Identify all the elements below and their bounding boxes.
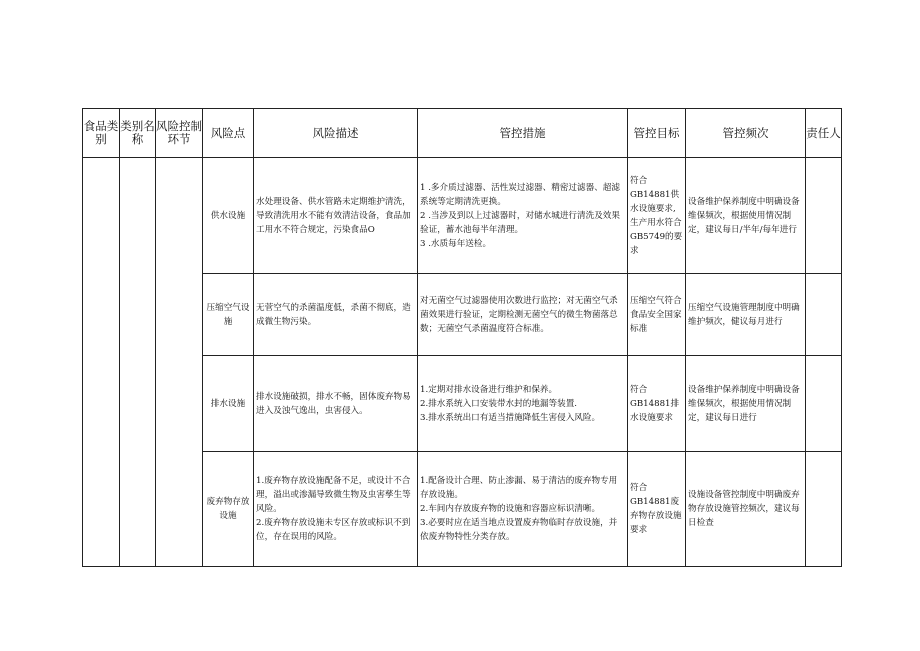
measure-line: 2.排水系统入口安装带水封的地漏等装置. xyxy=(420,398,578,409)
control-target-cell: 符合GB14881供水设施要求,生产用水符合GB5749的要求 xyxy=(628,158,686,274)
description-line: 排水设施破损，排水不畅，固体废弃物易进入及浊气逸出，虫害侵入。 xyxy=(256,391,411,416)
header-risk-description: 风险描述 xyxy=(254,109,418,158)
control-measures-cell xyxy=(418,356,628,452)
control-frequency-cell: 设备维护保养制度中明确设备维保频次，根据使用情况制定，建议每日进行 xyxy=(686,356,806,452)
measure-line: 1.配备设计合理、防止渗漏、易于清洁的废弃物专用存放设施。 xyxy=(420,476,618,500)
responsible-cell xyxy=(806,274,842,356)
risk-description-cell xyxy=(254,274,418,356)
control-target-cell: 符合GB14881排水设施要求 xyxy=(628,356,686,452)
header-row xyxy=(83,109,842,158)
risk-point-cell: 供水设施 xyxy=(203,158,254,274)
header-responsible-person: 责任人 xyxy=(806,109,842,158)
measure-line: 对无菌空气过滤器使用次数进行监控；对无菌空气杀菌效果进行验证，定期检测无菌空气的微生物菌落总数；无菌空气杀菌温度符合标准。 xyxy=(420,295,618,334)
risk-control-stage-cell xyxy=(156,158,203,567)
measure-line: 1 .多介质过滤器、活性炭过滤器、精密过滤器、超滤系统等定期清洗更换。 xyxy=(420,182,620,207)
food-category-cell xyxy=(83,158,120,567)
risk-point-cell: 压缩空气设施 xyxy=(203,274,254,356)
description-line: 2.废弃物存放设施未专区存放或标识不到位，存在误用的风险。 xyxy=(256,518,411,542)
risk-description-cell xyxy=(254,158,418,274)
control-measures-cell xyxy=(418,158,628,274)
risk-description-cell xyxy=(254,356,418,452)
control-frequency-cell: 设备维护保养制度中明确设备维保频次，根据使用情况制定，建议每日/半年/每年进行 xyxy=(686,158,806,274)
description-line: 1.废弃物存放设施配备不足，或设计不合理，溢出或渗漏导致微生物及虫害孳生等风险。 xyxy=(256,476,411,514)
measure-line: 2 .当涉及到以上过滤器时，对储水城进行清洗及效果验证，蓄水池每半年清理。 xyxy=(420,210,620,235)
header-category-name: 类别名称 xyxy=(120,109,156,158)
description-line: 水处理设备、供水管路未定期维护清洗，导致清洗用水不能有效清洁设备，食品加工用水不符合规定，污染食品O xyxy=(256,196,411,235)
measure-line: 3.必要时应在适当地点设置废弃物临时存放设施，并依废弃物特性分类存放。 xyxy=(420,518,618,542)
measure-line: 2.车间内存放废弃物的设施和容器应标识清晰。 xyxy=(420,504,601,514)
header-food-category: 食品类别 xyxy=(83,109,120,158)
category-name-cell xyxy=(120,158,156,567)
risk-control-table xyxy=(82,108,842,567)
risk-point-cell: 废弃物存放设施 xyxy=(203,452,254,567)
description-line: 无菅空气的杀菌温度低，杀菌不彻底，造成微生物污染。 xyxy=(256,302,411,327)
risk-point-cell: 排水设施 xyxy=(203,356,254,452)
header-control-frequency: 管控频次 xyxy=(686,109,806,158)
control-measures-cell xyxy=(418,452,628,567)
responsible-cell xyxy=(806,158,842,274)
header-control-target: 管控目标 xyxy=(628,109,686,158)
header-risk-point: 风险点 xyxy=(203,109,254,158)
header-control-measures: 管控措施 xyxy=(418,109,628,158)
risk-description-cell xyxy=(254,452,418,567)
responsible-cell xyxy=(806,452,842,567)
control-target-cell: 符合GB14881废弃物存放设施要求 xyxy=(628,452,686,567)
header-risk-control-stage: 风险控制环节 xyxy=(156,109,203,158)
measure-line: 3.排水系统出口有适当措施降低生害侵入风险。 xyxy=(420,412,601,423)
control-target-cell: 压缩空气符合食品安全国家标准 xyxy=(628,274,686,356)
control-frequency-cell: 设施设备管控制度中明确废弃物存放设施管控频次，建议每日检查 xyxy=(686,452,806,567)
control-measures-cell xyxy=(418,274,628,356)
measure-line: 3 .水质每年送检。 xyxy=(420,238,492,249)
responsible-cell xyxy=(806,356,842,452)
measure-line: 1.定期对排水设备进行维护和保养。 xyxy=(420,384,558,395)
table-row xyxy=(83,158,842,274)
control-frequency-cell: 压缩空气设施管理制度中明确维护频次，健议每月进行 xyxy=(686,274,806,356)
